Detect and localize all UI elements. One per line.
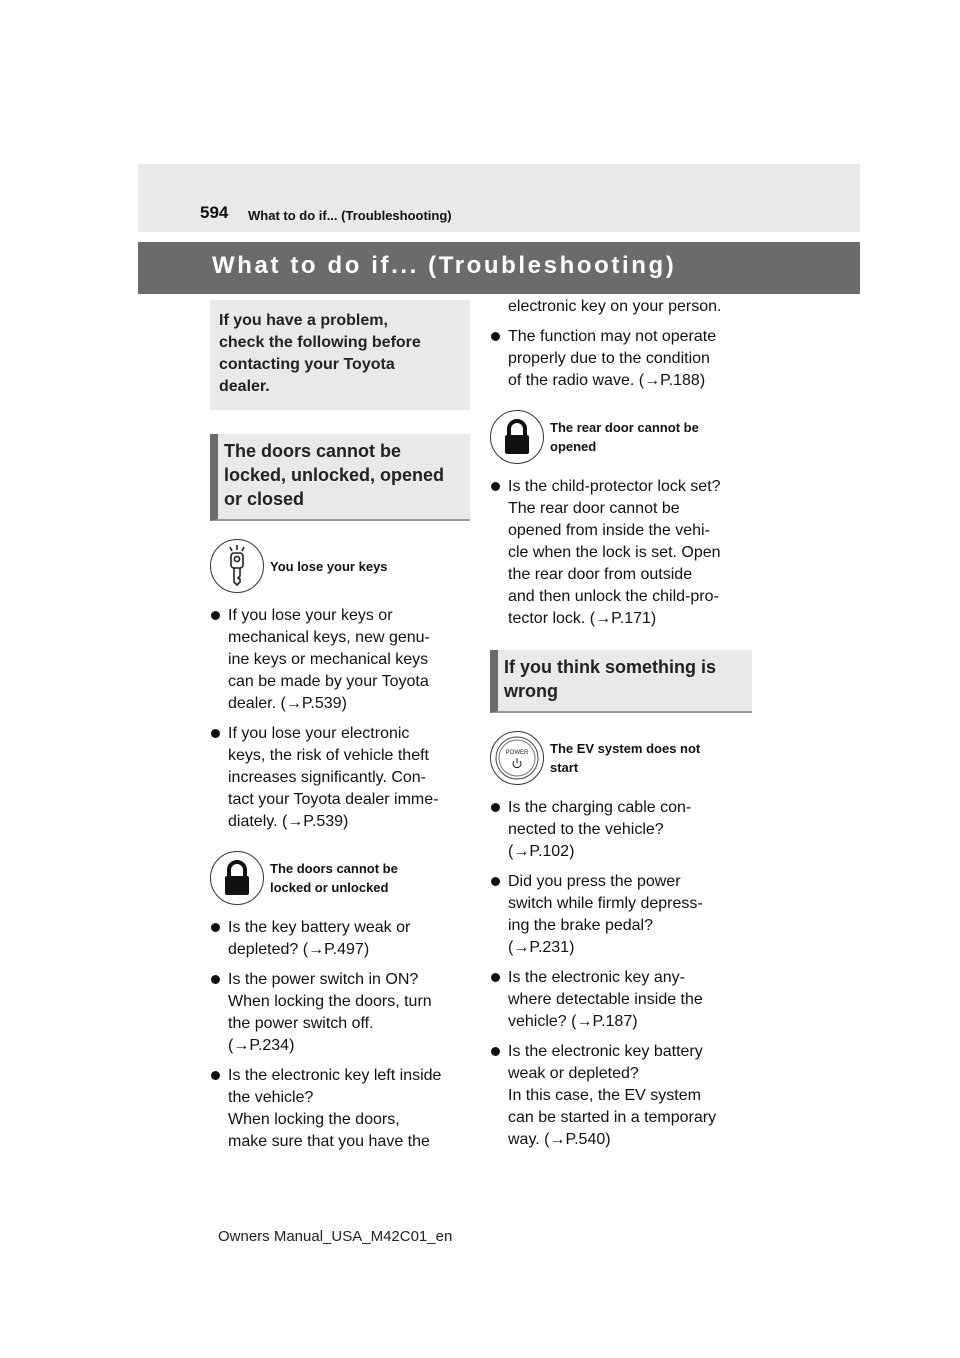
header-band: [138, 164, 860, 232]
subhead-label: The rear door cannot be opened: [550, 420, 699, 454]
section-heading-doors: The doors cannot be locked, unlocked, opened or closed: [210, 434, 470, 521]
subhead-label: You lose your keys: [270, 558, 388, 574]
list-item: Is the electronic key left inside the vehicle? When locking the doors, make sure that you have the: [210, 1065, 470, 1153]
rear-door-list: [490, 476, 752, 630]
running-head: What to do if... (Troubleshooting): [248, 208, 452, 223]
cannot-lock-list-continued: [490, 326, 752, 392]
list-item: Is the child-protector lock set? The rear door cannot be opened from inside the vehi- cle when the lock is set. Open the rear door from outside and then unlock the child-pro- tector lock. (→P.171): [490, 476, 752, 630]
subhead-label: The EV system does not start: [550, 741, 701, 775]
continuation-text: electronic key on your person.: [508, 298, 722, 315]
list-item: Is the charging cable con- nected to the vehicle? (→P.102): [490, 797, 752, 863]
subhead-ev-start: [490, 731, 752, 785]
lock-icon: [490, 410, 544, 464]
section-heading-something-wrong: If you think something is wrong: [490, 650, 752, 713]
lock-icon: [210, 851, 264, 905]
power-switch-icon: [490, 731, 544, 785]
intro-box: If you have a problem, check the following before contacting your Toyota dealer.: [210, 300, 470, 410]
list-item: If you lose your keys or mechanical keys, new genu- ine keys or mechanical keys can be made by your Toyota dealer. (→P.539): [210, 605, 470, 715]
key-icon: [210, 539, 264, 593]
subhead-rear-door: [490, 410, 752, 464]
lose-keys-list: [210, 605, 470, 833]
list-item: Is the power switch in ON? When locking the doors, turn the power switch off. (→P.234): [210, 969, 470, 1057]
footer-doc-id: Owners Manual_USA_M42C01_en: [218, 1228, 453, 1245]
list-item: The function may not operate properly due to the condition of the radio wave. (→P.188): [490, 326, 752, 392]
cannot-lock-list: [210, 917, 470, 1153]
subhead-cannot-lock: [210, 851, 470, 905]
page-title: What to do if... (Troubleshooting): [212, 252, 677, 279]
list-item: Is the key battery weak or depleted? (→P.497): [210, 917, 470, 961]
subhead-lose-keys: [210, 539, 470, 593]
list-item: Did you press the power switch while firmly depress- ing the brake pedal? (→P.231): [490, 871, 752, 959]
list-item: Is the electronic key any- where detectable inside the vehicle? (→P.187): [490, 967, 752, 1033]
page-number: 594: [200, 203, 229, 222]
right-column: [490, 296, 752, 1159]
left-column: [210, 300, 470, 1161]
ev-start-list: [490, 797, 752, 1151]
list-item: Is the electronic key battery weak or depleted? In this case, the EV system can be started in a temporary way. (→P.540): [490, 1041, 752, 1151]
list-item: If you lose your electronic keys, the risk of vehicle theft increases significantly. Con- tact your Toyota dealer imme- diately. (→P.539): [210, 723, 470, 833]
subhead-label: The doors cannot be locked or unlocked: [270, 861, 398, 895]
svg-text:POWER: POWER: [505, 750, 529, 756]
